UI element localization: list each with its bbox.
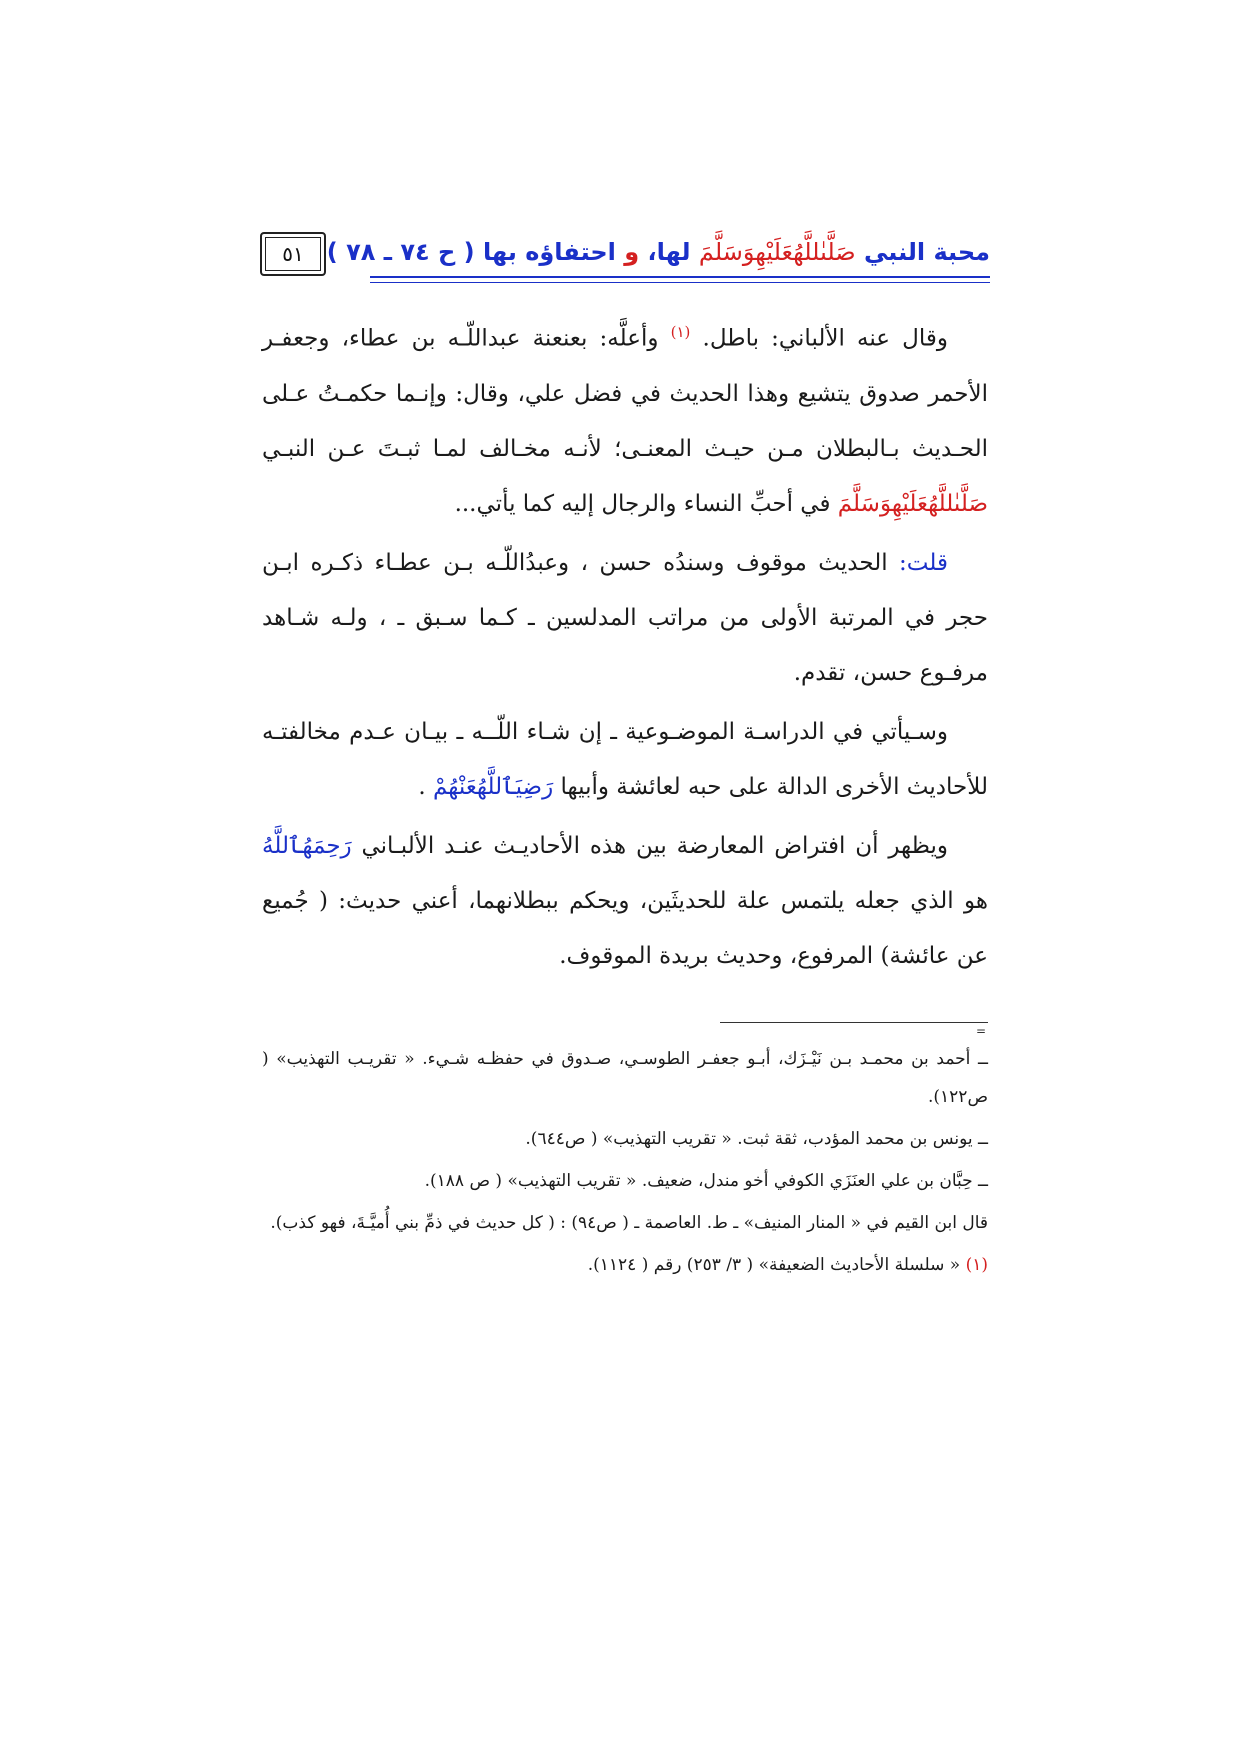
salutation-glyph: صَلَّىٰللَّهُعَلَيْهِوَسَلَّمَ xyxy=(698,238,856,266)
footnote-1 xyxy=(262,1246,988,1284)
p1-text-c: في أحبِّ النساء والرجال إليه كما يأتي... xyxy=(454,490,831,517)
qultu-label: قلت: xyxy=(899,549,948,576)
p2-text: الحديث موقوف وسندُه حسن ، وعبدُاللّـه بـن عطـاء ذكـره ابـن حجر في المرتبة الأولى من مراتب المدلسين ـ كـما سـبق ـ ، ولـه شـاهد مرفـوع حسن، تقدم. xyxy=(262,549,988,686)
paragraph-2 xyxy=(262,536,988,701)
footnote-line: قال ابن القيم في « المنار المنيف» ـ ط. العاصمة ـ ( ص٩٤) : ( كل حديث في ذمِّ بني أُميَّـةَ، فهو كذب). xyxy=(270,1213,988,1233)
header-rule xyxy=(370,276,990,278)
paragraph-4 xyxy=(262,819,988,984)
p3-end: . xyxy=(418,773,426,800)
p1-text-a: وقال عنه الألباني: باطل. xyxy=(702,325,948,352)
title-start: محبة النبي xyxy=(864,238,990,266)
page-header xyxy=(260,232,990,290)
footnote-line: ــ أحمد بن محمـد بـن نَيْـزَك، أبـو جعفـر الطوسـي، صـدوق في حفظـه شـيء. « تقريـب التهذيب» ( ص١٢٢). xyxy=(262,1049,988,1107)
dua-glyph: رَحِمَهُٱللَّهُ xyxy=(262,832,352,859)
main-text xyxy=(262,305,988,988)
continuation-mark: = xyxy=(976,1024,987,1038)
footnote-text: « سلسلة الأحاديث الضعيفة» ( ٣/ ٢٥٣) رقم ( ١١٢٤). xyxy=(587,1255,961,1275)
footnote-ref-1: (١) xyxy=(670,323,691,341)
p4-text-b: هو الذي جعله يلتمس علة للحديثَين، ويحكم ببطلانهما، أعني حديث: ( جُميع عن عائشة) المرفوع، وحديث بريدة الموقوف. xyxy=(262,887,988,969)
p3-text: وسـيأتي في الدراسـة الموضـوعية ـ إن شـاء اللّــه ـ بيـان عـدم مخالفتـه للأحاديث الأخرى الدالة على حبه لعائشة وأبيها xyxy=(262,718,988,800)
title-end: احتفاؤه بها ( ح ٧٤ ـ ٧٨ ) xyxy=(326,238,616,266)
footnote-line: ــ يونس بن محمد المؤدب، ثقة ثبت. « تقريب التهذيب» ( ص٦٤٤). xyxy=(525,1129,988,1149)
paragraph-1 xyxy=(262,305,988,532)
dua-glyph: رَضِيَٱللَّهُعَنْهُمْ xyxy=(432,773,554,800)
footnote-line: ــ حِبَّان بن علي العنَزَي الكوفي أخو مندل، ضعيف. « تقريب التهذيب» ( ص ١٨٨). xyxy=(424,1171,988,1191)
p4-text-a: ويظهر أن افتراض المعارضة بين هذه الأحاديـث عنـد الألبـاني xyxy=(361,832,949,859)
footnote-separator xyxy=(720,1022,988,1023)
title-and: و xyxy=(624,238,640,266)
title-mid: لها، xyxy=(647,238,691,266)
page-number: ٥١ xyxy=(282,242,304,266)
salutation-glyph: صَلَّىٰللَّهُعَلَيْهِوَسَلَّمَ xyxy=(837,490,988,517)
footnotes xyxy=(262,1040,988,1288)
footnote-number: (١) xyxy=(965,1255,988,1275)
header-rule-thin xyxy=(370,282,990,283)
paragraph-3 xyxy=(262,705,988,815)
running-title xyxy=(327,238,990,266)
page-number-box xyxy=(260,232,326,276)
p1-text-b: وأعلَّه: بعنعنة عبداللّـه بن عطاء، وجعفـر الأحمر صدوق يتشيع وهذا الحديث في فضل علي، وقال: وإنـما حكمـتُ عـلى الحـديث بـالبطلان مـن حيـث المعنـى؛ لأنـه مخـالف لمـا ثبـتَ عـن النبـي xyxy=(262,325,988,462)
